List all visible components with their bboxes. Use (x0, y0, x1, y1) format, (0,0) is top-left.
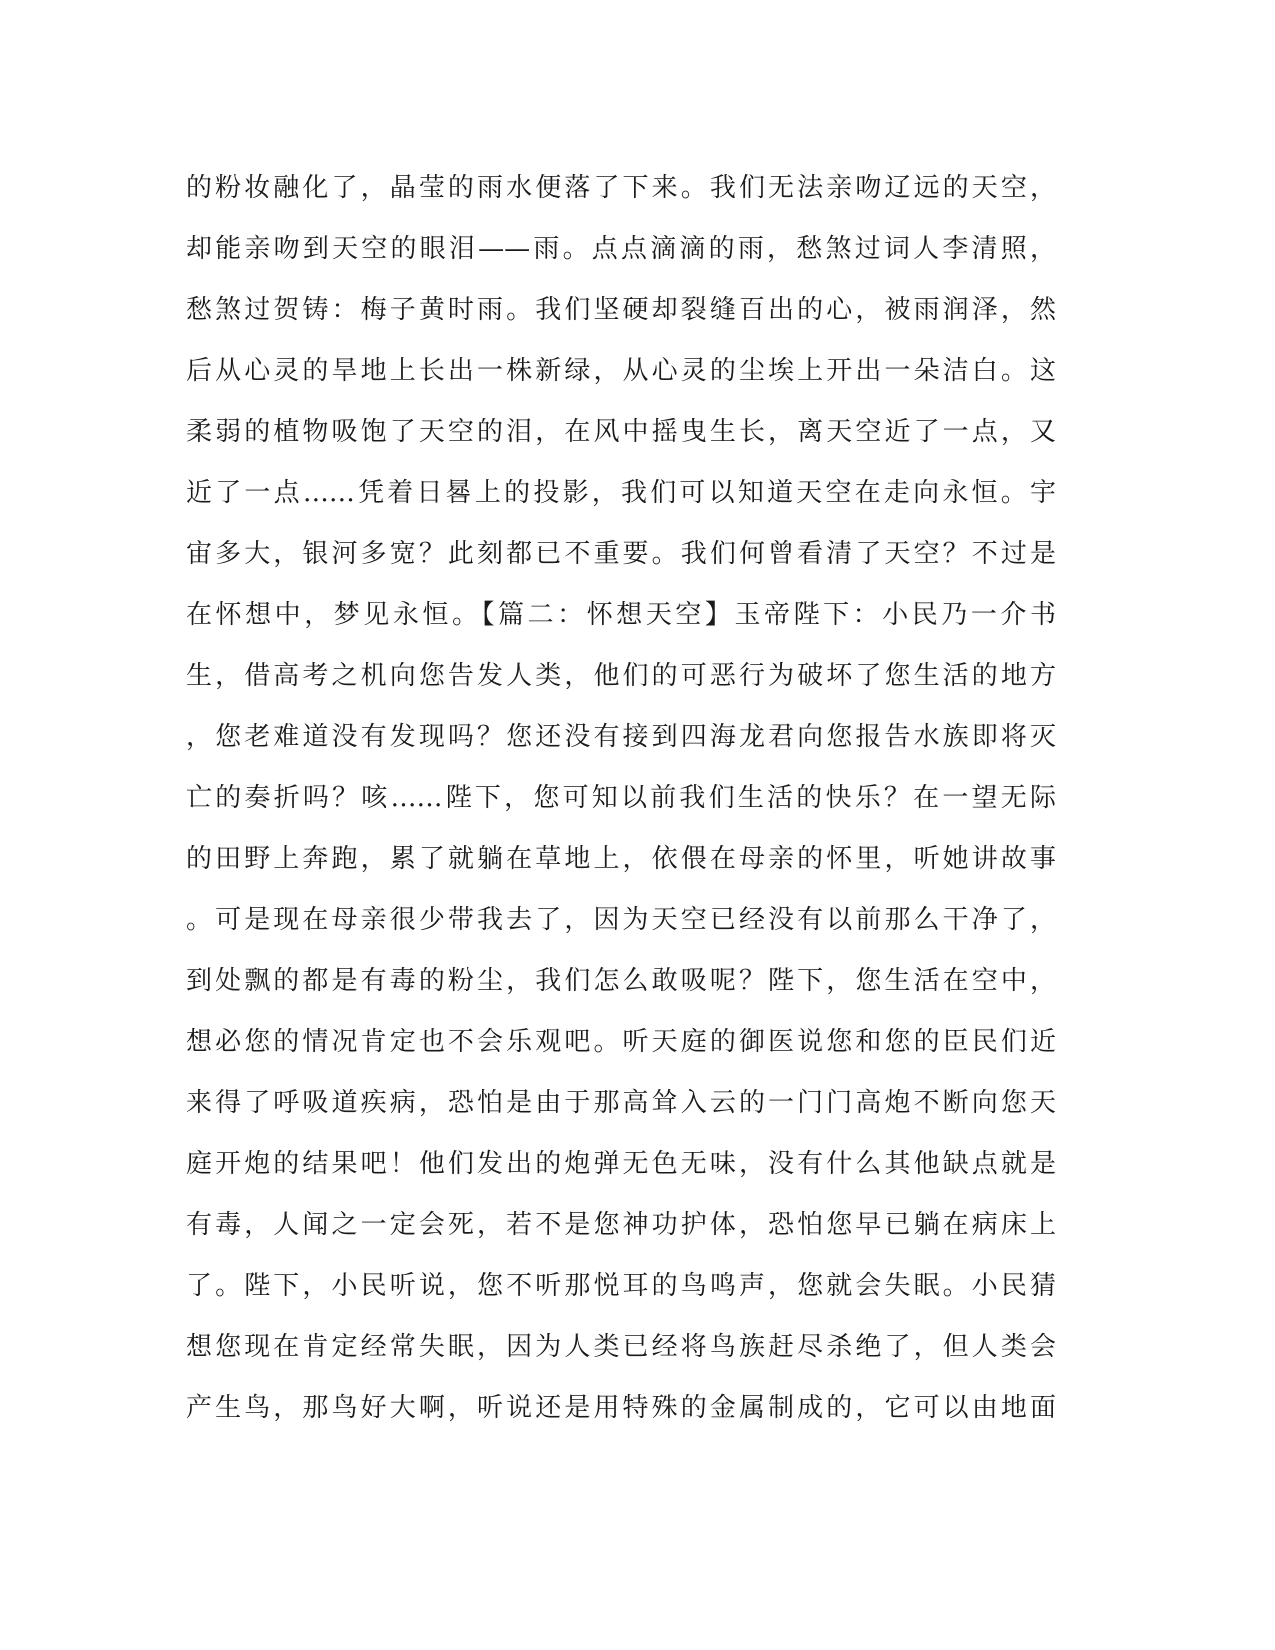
text-line: 到处飘的都是有毒的粉尘，我们怎么敢吸呢？陛下，您生活在空中， (186, 966, 1056, 996)
body-text (186, 158, 1056, 1439)
text-line: 产生鸟，那鸟好大啊，听说还是用特殊的金属制成的，它可以由地面 (186, 1393, 1056, 1423)
text-line: 想您现在肯定经常失眠，因为人类已经将鸟族赶尽杀绝了，但人类会 (186, 1332, 1056, 1362)
text-line: 了。陛下，小民听说，您不听那悦耳的鸟鸣声，您就会失眠。小民猜 (186, 1271, 1056, 1301)
text-line: 近了一点……凭着日晷上的投影，我们可以知道天空在走向永恒。宇 (186, 478, 1056, 508)
text-line: 想必您的情况肯定也不会乐观吧。听天庭的御医说您和您的臣民们近 (186, 1027, 1056, 1057)
text-line: 愁煞过贺铸：梅子黄时雨。我们坚硬却裂缝百出的心，被雨润泽，然 (186, 295, 1056, 325)
text-line: 却能亲吻到天空的眼泪——雨。点点滴滴的雨，愁煞过词人李清照， (186, 234, 1056, 264)
text-line: 生，借高考之机向您告发人类，他们的可恶行为破坏了您生活的地方 (186, 661, 1056, 691)
text-line: 在怀想中，梦见永恒。【篇二：怀想天空】玉帝陛下：小民乃一介书 (186, 600, 1056, 630)
text-line: 的田野上奔跑，累了就躺在草地上，依偎在母亲的怀里，听她讲故事 (186, 844, 1056, 874)
text-line: 。可是现在母亲很少带我去了，因为天空已经没有以前那么干净了， (186, 905, 1056, 935)
text-line: 宙多大，银河多宽？此刻都已不重要。我们何曾看清了天空？不过是 (186, 539, 1056, 569)
text-line: 庭开炮的结果吧！他们发出的炮弹无色无味，没有什么其他缺点就是 (186, 1149, 1056, 1179)
text-line: 有毒，人闻之一定会死，若不是您神功护体，恐怕您早已躺在病床上 (186, 1210, 1056, 1240)
text-line: 后从心灵的旱地上长出一株新绿，从心灵的尘埃上开出一朵洁白。这 (186, 356, 1056, 386)
text-line: 亡的奏折吗？咳……陛下，您可知以前我们生活的快乐？在一望无际 (186, 783, 1056, 813)
text-line: ，您老难道没有发现吗？您还没有接到四海龙君向您报告水族即将灭 (186, 722, 1056, 752)
text-line: 柔弱的植物吸饱了天空的泪，在风中摇曳生长，离天空近了一点，又 (186, 417, 1056, 447)
text-line: 的粉妆融化了，晶莹的雨水便落了下来。我们无法亲吻辽远的天空， (186, 173, 1056, 203)
text-line: 来得了呼吸道疾病，恐怕是由于那高耸入云的一门门高炮不断向您天 (186, 1088, 1056, 1118)
